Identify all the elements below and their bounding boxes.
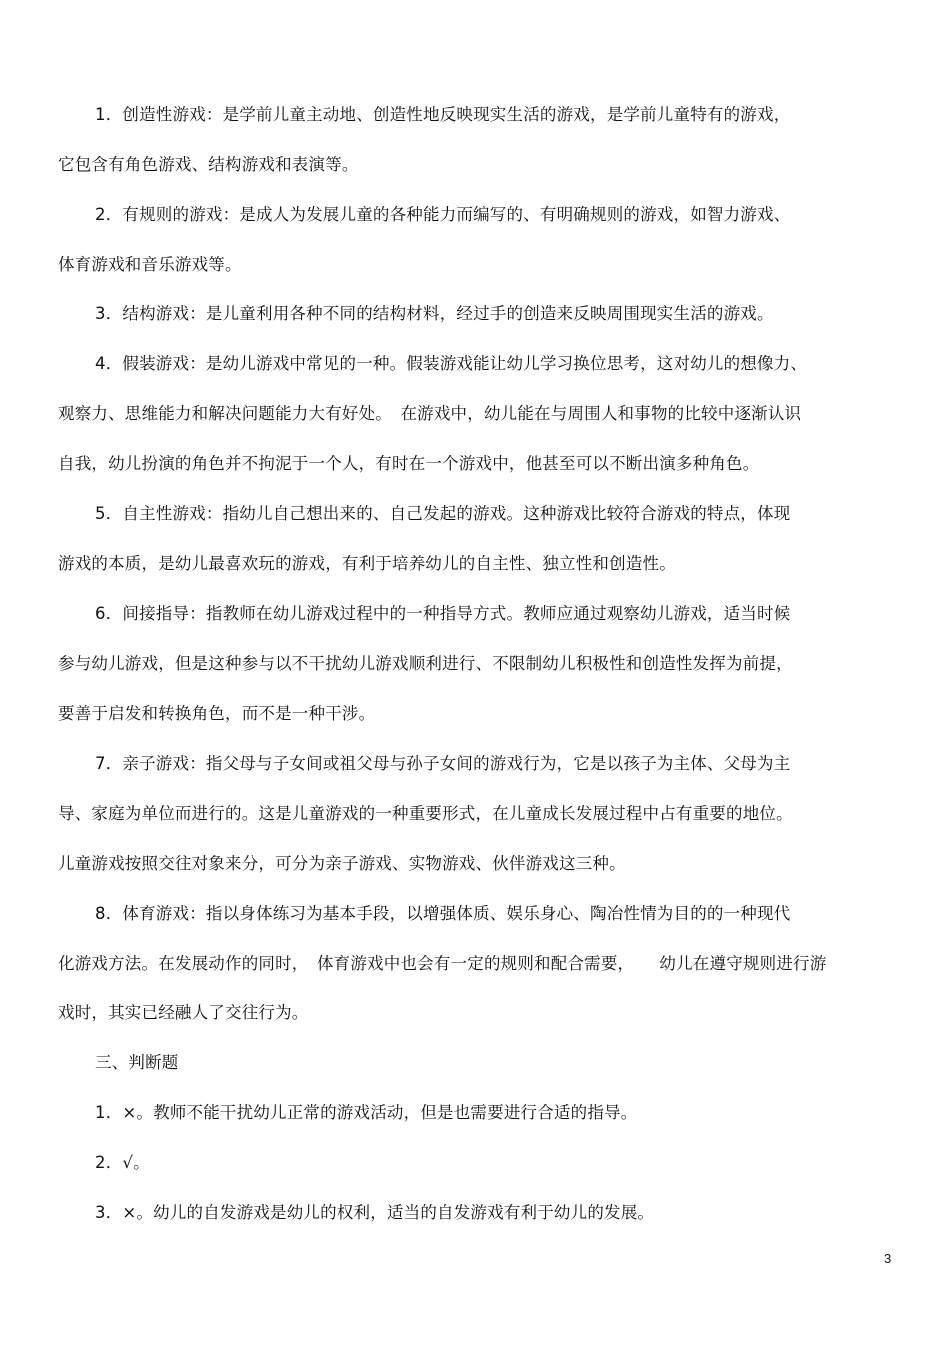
text-line: 3．结构游戏：是儿童利用各种不同的结构材料，经过手的创造来反映周围现实生活的游戏。 (95, 304, 774, 323)
text-line: 2．√。 (95, 1153, 150, 1172)
text-line: 观察力、思维能力和解决问题能力大有好处。 在游戏中，幼儿能在与周围人和事物的比较中逐渐认识 (58, 404, 802, 423)
text-line: 儿童游戏按照交往对象来分，可分为亲子游戏、实物游戏、伙伴游戏这三种。 (58, 854, 626, 873)
text-line: 导、家庭为单位而进行的。这是儿童游戏的一种重要形式，在儿童成长发展过程中占有重要的地位。 (58, 804, 793, 823)
text-line: 戏时，其实已经融人了交往行为。 (58, 1003, 309, 1022)
text-line: 5．自主性游戏：指幼儿自己想出来的、自己发起的游戏。这种游戏比较符合游戏的特点，体现 (95, 504, 791, 523)
text-line: 要善于启发和转换角色，而不是一种干涉。 (58, 704, 376, 723)
text-line: 8．体育游戏：指以身体练习为基本手段，以增强体质、娱乐身心、陶冶性情为目的的一种现代 (95, 904, 791, 923)
text-line: 参与幼儿游戏，但是这种参与以不干扰幼儿游戏顺利进行、不限制幼儿积极性和创造性发挥为前提， (58, 654, 793, 673)
text-line: 4．假装游戏：是幼儿游戏中常见的一种。假装游戏能让幼儿学习换位思考，这对幼儿的想像力、 (95, 354, 808, 373)
text-line: 体育游戏和音乐游戏等。 (58, 255, 242, 274)
text-line: 游戏的本质，是幼儿最喜欢玩的游戏，有利于培养幼儿的自主性、独立性和创造性。 (58, 554, 676, 573)
text-line: 6．间接指导：指教师在幼儿游戏过程中的一种指导方式。教师应通过观察幼儿游戏，适当时候 (95, 604, 791, 623)
text-line: 1．创造性游戏：是学前儿童主动地、创造性地反映现实生活的游戏，是学前儿童特有的游戏， (95, 105, 791, 124)
section-heading: 三、判断题 (95, 1053, 179, 1072)
text-line: 自我，幼儿扮演的角色并不拘泥于一个人，有时在一个游戏中，他甚至可以不断出演多种角色。 (58, 454, 760, 473)
page-number: 3 (884, 1251, 892, 1266)
text-line: 它包含有角色游戏、结构游戏和表演等。 (58, 155, 359, 174)
text-line: 1．×。教师不能干扰幼儿正常的游戏活动，但是也需要进行合适的指导。 (95, 1103, 638, 1122)
text-line: 化游戏方法。在发展动作的同时， 体育游戏中也会有一定的规则和配合需要， 幼儿在遵守规则进行游 (58, 954, 827, 973)
text-line: 3．×。幼儿的自发游戏是幼儿的权利，适当的自发游戏有利于幼儿的发展。 (95, 1203, 655, 1222)
text-line: 7．亲子游戏：指父母与子女间或祖父母与孙子女间的游戏行为，它是以孩子为主体、父母为主 (95, 754, 791, 773)
text-line: 2．有规则的游戏：是成人为发展儿童的各种能力而编写的、有明确规则的游戏，如智力游戏、 (95, 205, 791, 224)
